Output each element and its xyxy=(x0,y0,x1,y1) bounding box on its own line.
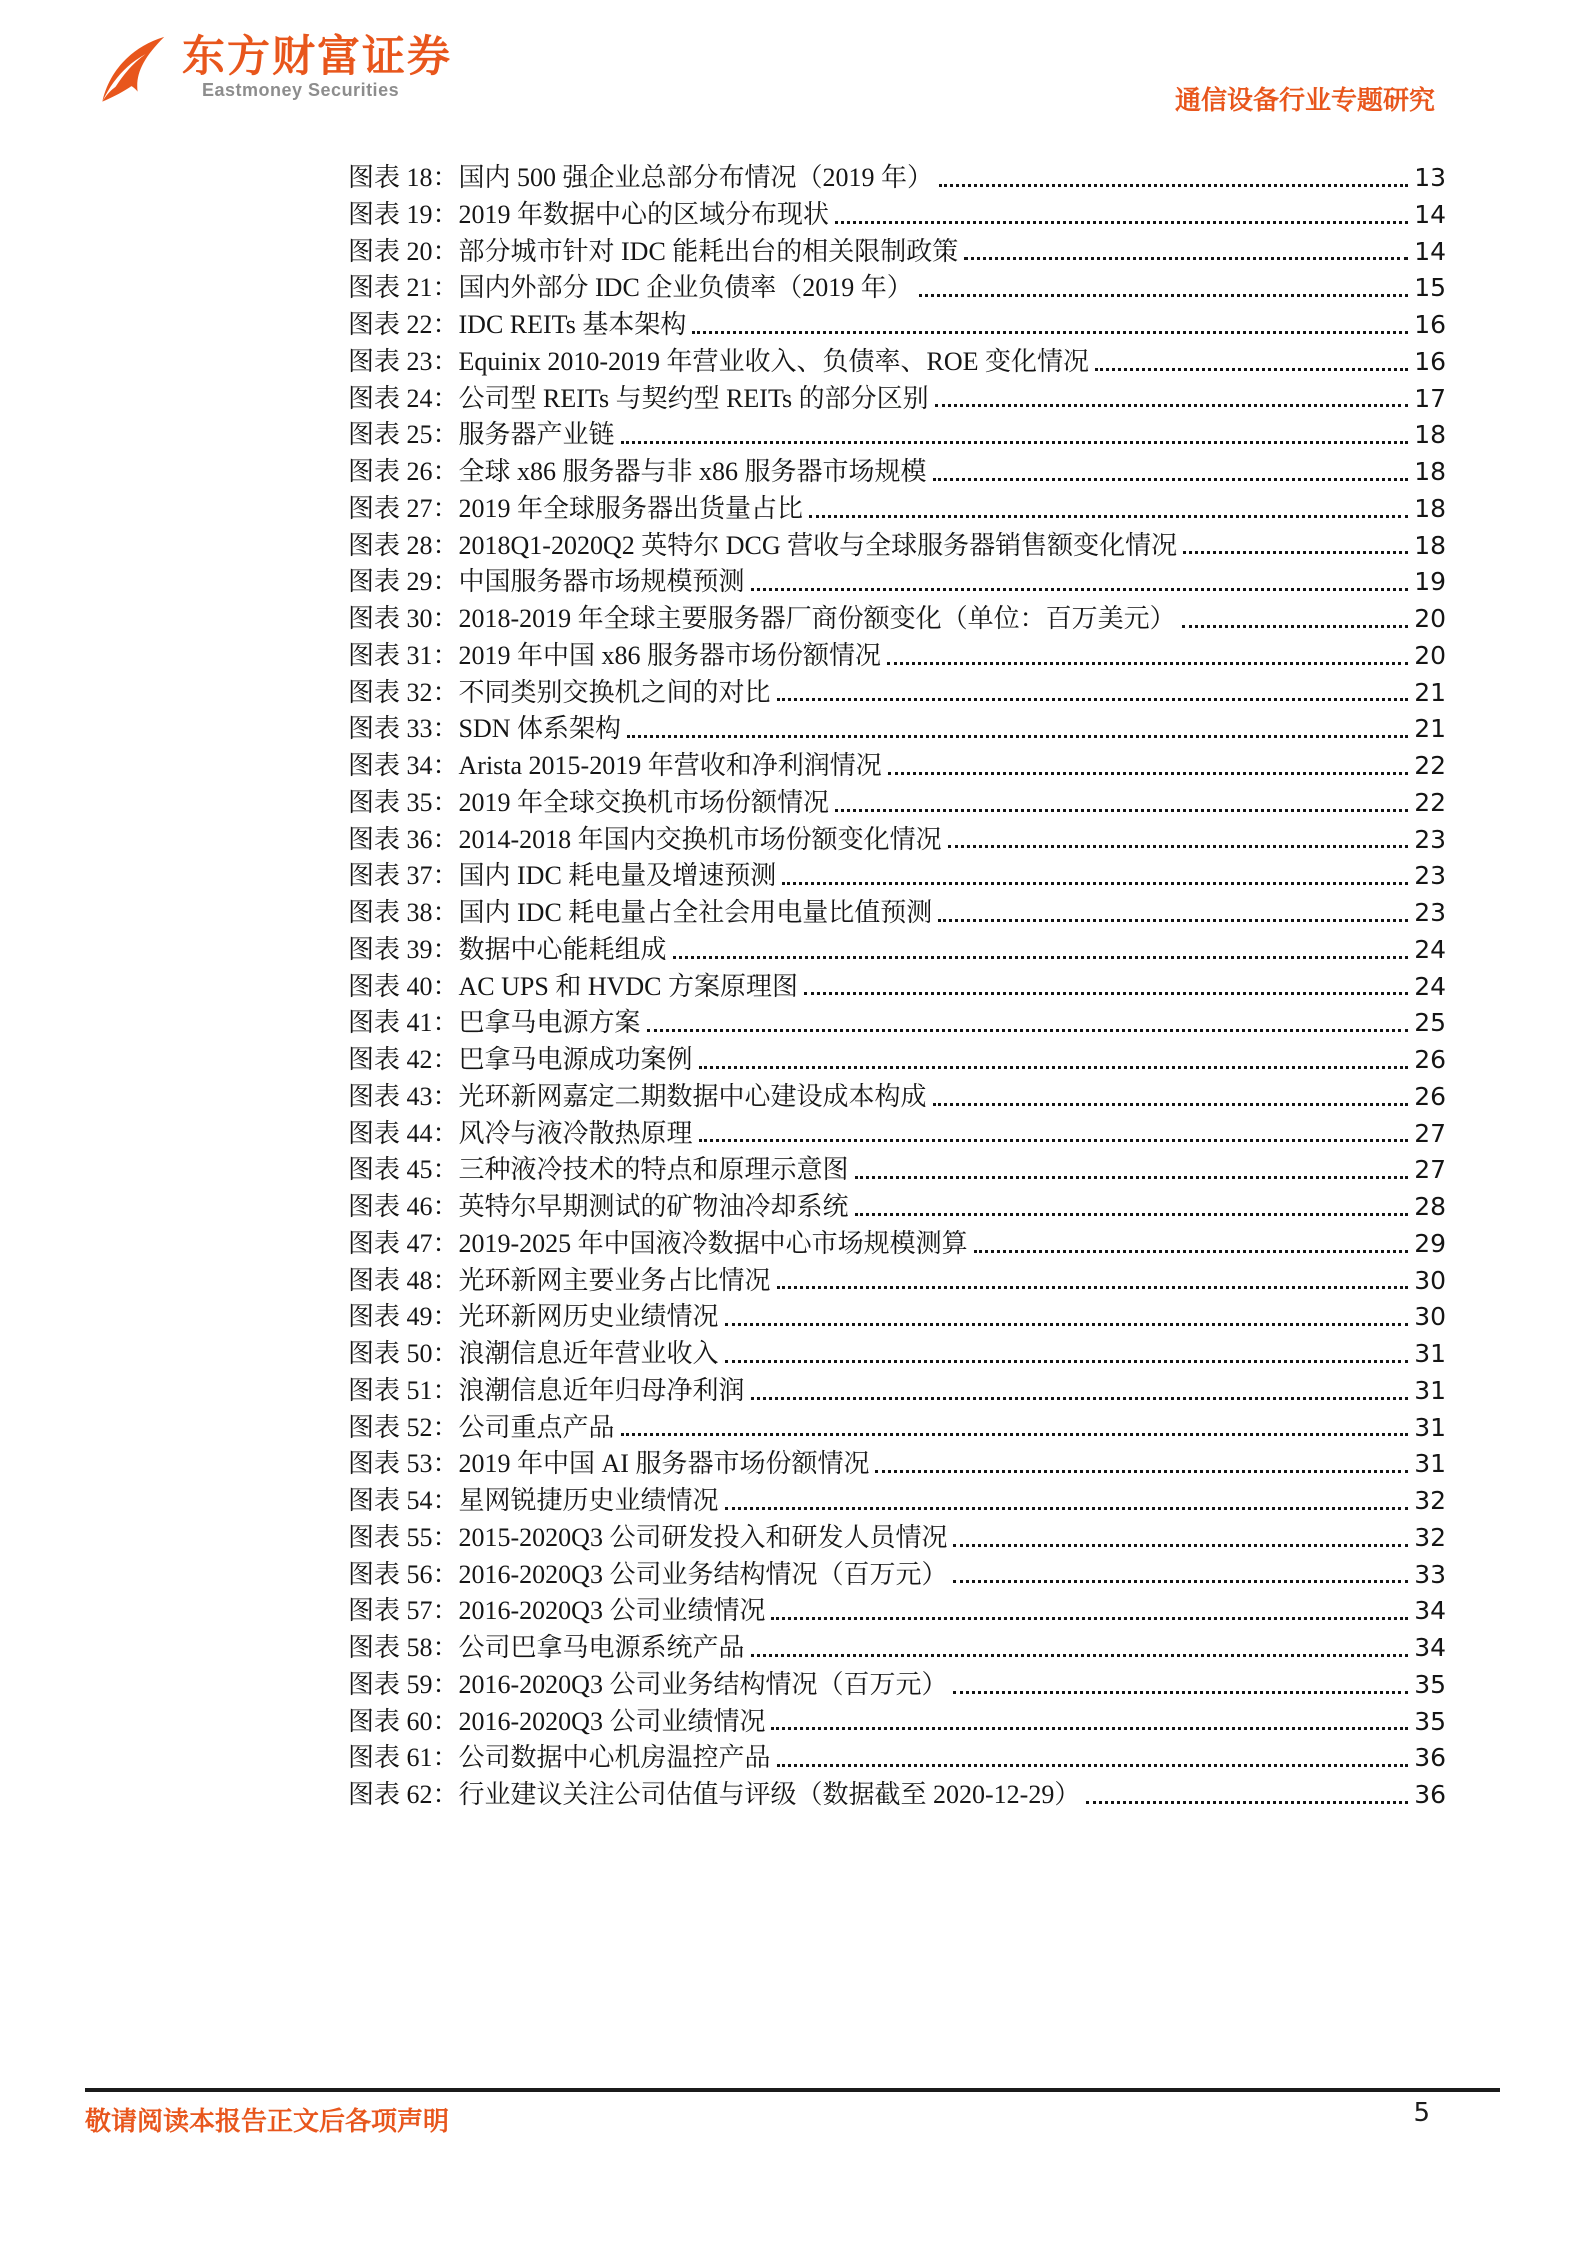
toc-entry[interactable] xyxy=(348,1590,1446,1627)
dot-leader xyxy=(1086,1801,1408,1804)
toc-entry[interactable] xyxy=(348,1480,1446,1517)
figure-label: 图表 28： xyxy=(348,530,459,560)
figure-page-number: 14 xyxy=(1414,199,1446,229)
brand-logo xyxy=(92,34,452,106)
figure-page-number: 20 xyxy=(1414,640,1446,670)
toc-entry[interactable] xyxy=(348,1113,1446,1150)
figure-page-number: 34 xyxy=(1414,1596,1446,1626)
toc-entry[interactable] xyxy=(348,1149,1446,1186)
figure-page-number: 22 xyxy=(1414,751,1446,780)
figure-page-number: 27 xyxy=(1414,1155,1446,1185)
dot-leader xyxy=(777,1286,1408,1289)
toc-entry[interactable] xyxy=(348,1039,1446,1076)
figure-page-number: 13 xyxy=(1414,163,1446,192)
figure-title: 2019 年数据中心的区域分布现状 xyxy=(458,199,830,229)
brand-name-en: Eastmoney Securities xyxy=(202,80,400,100)
figure-label: 图表 47： xyxy=(348,1228,459,1258)
figure-page-number: 29 xyxy=(1414,1228,1446,1258)
toc-entry[interactable] xyxy=(348,1737,1446,1774)
dot-leader xyxy=(771,1727,1408,1730)
toc-entry[interactable] xyxy=(348,157,1446,194)
toc-entry[interactable] xyxy=(348,1627,1446,1664)
dot-leader xyxy=(888,772,1408,775)
figure-label: 图表 46： xyxy=(348,1192,459,1221)
dot-leader xyxy=(933,478,1408,481)
dot-leader xyxy=(1182,625,1408,628)
figure-label: 图表 18： xyxy=(348,163,459,192)
figure-page-number: 19 xyxy=(1414,567,1446,597)
dot-leader xyxy=(974,1250,1408,1253)
dot-leader xyxy=(935,404,1408,407)
figure-page-number: 23 xyxy=(1414,861,1446,891)
figure-title: 国内 500 强企业总部分布情况（2019 年） xyxy=(458,163,934,192)
toc-entry[interactable] xyxy=(348,892,1446,929)
dot-leader xyxy=(933,1103,1408,1106)
toc-entry[interactable] xyxy=(348,1407,1446,1444)
dot-leader xyxy=(804,992,1408,995)
figure-page-number: 33 xyxy=(1414,1559,1446,1589)
toc-entry[interactable] xyxy=(348,1296,1446,1333)
figure-label: 图表 48： xyxy=(348,1265,459,1295)
toc-entry[interactable] xyxy=(348,855,1446,892)
toc-entry[interactable] xyxy=(348,1002,1446,1039)
figure-title: 光环新网嘉定二期数据中心建设成本构成 xyxy=(458,1081,927,1111)
dot-leader xyxy=(699,1066,1408,1069)
dot-leader xyxy=(725,1360,1408,1363)
dot-leader xyxy=(1183,551,1408,554)
figure-title: 国内外部分 IDC 企业负债率（2019 年） xyxy=(458,273,913,303)
figure-label: 图表 19： xyxy=(348,199,459,229)
report-type-title: 通信设备行业专题研究 xyxy=(1174,85,1435,115)
figure-page-number: 35 xyxy=(1414,1669,1446,1699)
toc-entry[interactable] xyxy=(348,267,1446,304)
dot-leader xyxy=(621,1433,1408,1436)
figure-page-number: 22 xyxy=(1414,787,1446,817)
figure-page-number: 35 xyxy=(1414,1706,1446,1736)
dot-leader xyxy=(809,515,1408,518)
toc-entry[interactable] xyxy=(348,1186,1446,1223)
figure-title: 巴拿马电源成功案例 xyxy=(458,1045,693,1074)
toc-entry[interactable] xyxy=(348,1664,1446,1701)
figure-label: 图表 37： xyxy=(348,861,459,891)
figure-title: 数据中心能耗组成 xyxy=(458,934,667,964)
dot-leader xyxy=(692,331,1408,334)
figure-title: 2016-2020Q3 公司业绩情况 xyxy=(458,1706,766,1736)
figure-page-number: 28 xyxy=(1414,1192,1446,1221)
dot-leader xyxy=(777,1764,1408,1767)
dot-leader xyxy=(875,1470,1408,1473)
figure-page-number: 16 xyxy=(1414,310,1446,339)
figure-page-number: 17 xyxy=(1414,383,1446,413)
dot-leader xyxy=(835,221,1408,224)
figure-title: 服务器产业链 xyxy=(458,420,615,450)
figure-page-number: 20 xyxy=(1414,604,1446,633)
figure-title: 公司数据中心机房温控产品 xyxy=(458,1743,771,1773)
dot-leader xyxy=(953,1580,1408,1583)
figure-title: 公司巴拿马电源系统产品 xyxy=(458,1633,745,1662)
figure-title: 星网锐捷历史业绩情况 xyxy=(458,1486,719,1515)
figure-label: 图表 45： xyxy=(348,1155,459,1185)
figure-label: 图表 21： xyxy=(348,273,459,303)
figure-title: Equinix 2010-2019 年营业收入、负债率、ROE 变化情况 xyxy=(458,346,1090,376)
brand-text-block xyxy=(182,34,452,100)
toc-entry[interactable] xyxy=(348,782,1446,819)
dot-leader xyxy=(699,1139,1408,1142)
figure-label: 图表 41： xyxy=(348,1008,459,1038)
figure-label: 图表 30： xyxy=(348,604,459,633)
toc-entry[interactable] xyxy=(348,341,1446,378)
figure-label: 图表 44： xyxy=(348,1118,459,1148)
figure-label: 图表 20： xyxy=(348,236,459,266)
figure-label: 图表 29： xyxy=(348,567,459,597)
figure-label: 图表 39： xyxy=(348,934,459,964)
figure-page-number: 24 xyxy=(1414,971,1446,1001)
dot-leader xyxy=(855,1213,1408,1216)
footer-disclaimer: 敬请阅读本报告正文后各项声明 xyxy=(85,2106,450,2136)
dot-leader xyxy=(835,809,1408,812)
dot-leader xyxy=(964,257,1408,260)
figure-title: 光环新网历史业绩情况 xyxy=(458,1302,719,1332)
dot-leader xyxy=(887,662,1408,665)
figure-title: 2016-2020Q3 公司业务结构情况（百万元） xyxy=(458,1559,948,1589)
figure-page-number: 18 xyxy=(1414,530,1446,560)
figure-label: 图表 26： xyxy=(348,457,459,486)
dot-leader xyxy=(938,919,1408,922)
figure-title: Arista 2015-2019 年营收和净利润情况 xyxy=(458,751,882,780)
figure-page-number: 25 xyxy=(1414,1008,1446,1038)
figure-label: 图表 23： xyxy=(348,346,459,376)
figure-page-number: 36 xyxy=(1414,1780,1446,1809)
figure-label: 图表 54： xyxy=(348,1486,459,1515)
figure-title: 2018-2019 年全球主要服务器厂商份额变化（单位：百万美元） xyxy=(458,604,1176,633)
figure-title: 浪潮信息近年营业收入 xyxy=(458,1339,719,1368)
toc-entry[interactable] xyxy=(348,1774,1446,1811)
figure-title: 2016-2020Q3 公司业绩情况 xyxy=(458,1596,766,1626)
dot-leader xyxy=(751,1654,1408,1657)
figure-title: SDN 体系架构 xyxy=(458,714,622,744)
toc-entry[interactable] xyxy=(348,929,1446,966)
figure-label: 图表 56： xyxy=(348,1559,459,1589)
figure-title: 公司重点产品 xyxy=(458,1412,615,1442)
toc-entry[interactable] xyxy=(348,1701,1446,1738)
figure-label: 图表 31： xyxy=(348,640,459,670)
figure-label: 图表 25： xyxy=(348,420,459,450)
toc-entry[interactable] xyxy=(348,966,1446,1003)
figure-label: 图表 50： xyxy=(348,1339,459,1368)
figure-title: 2019-2025 年中国液冷数据中心市场规模测算 xyxy=(458,1228,968,1258)
figure-label: 图表 51： xyxy=(348,1375,459,1405)
figure-title: 2015-2020Q3 公司研发投入和研发人员情况 xyxy=(458,1522,948,1552)
dot-leader xyxy=(953,1544,1408,1547)
figure-page-number: 36 xyxy=(1414,1743,1446,1773)
figure-page-number: 18 xyxy=(1414,457,1446,486)
toc-entry[interactable] xyxy=(348,672,1446,709)
dot-leader xyxy=(627,735,1408,738)
toc-entry[interactable] xyxy=(348,378,1446,415)
figure-title: 三种液冷技术的特点和原理示意图 xyxy=(458,1155,849,1185)
figure-label: 图表 60： xyxy=(348,1706,459,1736)
figure-label: 图表 36： xyxy=(348,824,459,854)
figure-label: 图表 58： xyxy=(348,1633,459,1662)
toc-entry[interactable] xyxy=(348,488,1446,525)
figure-page-number: 26 xyxy=(1414,1045,1446,1074)
figure-title: IDC REITs 基本架构 xyxy=(458,310,687,339)
figure-label: 图表 34： xyxy=(348,751,459,780)
figure-label: 图表 27： xyxy=(348,493,459,523)
dot-leader xyxy=(751,1397,1408,1400)
dot-leader xyxy=(953,1691,1408,1694)
figure-label: 图表 40： xyxy=(348,971,459,1001)
toc-entry[interactable] xyxy=(348,231,1446,268)
figure-page-number: 31 xyxy=(1414,1449,1446,1479)
figure-label: 图表 33： xyxy=(348,714,459,744)
dot-leader xyxy=(1095,368,1408,371)
figure-title: 不同类别交换机之间的对比 xyxy=(458,677,771,707)
figure-label: 图表 32： xyxy=(348,677,459,707)
figure-title: 2019 年中国 x86 服务器市场份额情况 xyxy=(458,640,882,670)
dot-leader xyxy=(647,1029,1408,1032)
dot-leader xyxy=(673,956,1408,959)
toc-entry[interactable] xyxy=(348,1333,1446,1370)
toc-entry[interactable] xyxy=(348,1370,1446,1407)
figure-label: 图表 55： xyxy=(348,1522,459,1552)
figure-title: 光环新网主要业务占比情况 xyxy=(458,1265,771,1295)
figure-label: 图表 59： xyxy=(348,1669,459,1699)
toc-entry[interactable] xyxy=(348,598,1446,635)
dot-leader xyxy=(855,1176,1408,1179)
toc-entry[interactable] xyxy=(348,1517,1446,1554)
figure-title: 2016-2020Q3 公司业务结构情况（百万元） xyxy=(458,1669,948,1699)
dot-leader xyxy=(939,184,1408,187)
figure-label: 图表 49： xyxy=(348,1302,459,1332)
figure-page-number: 21 xyxy=(1414,714,1446,744)
figure-title: 国内 IDC 耗电量占全社会用电量比值预测 xyxy=(458,898,933,927)
toc-entry[interactable] xyxy=(348,1443,1446,1480)
figure-label: 图表 42： xyxy=(348,1045,459,1074)
toc-entry[interactable] xyxy=(348,451,1446,488)
figure-title: 浪潮信息近年归母净利润 xyxy=(458,1375,745,1405)
figure-page-number: 27 xyxy=(1414,1118,1446,1148)
dot-leader xyxy=(725,1507,1408,1510)
figure-title: 巴拿马电源方案 xyxy=(458,1008,641,1038)
figure-title: 中国服务器市场规模预测 xyxy=(458,567,745,597)
figure-page-number: 14 xyxy=(1414,236,1446,266)
toc-entry[interactable] xyxy=(348,414,1446,451)
toc-entry[interactable] xyxy=(348,1260,1446,1297)
figure-label: 图表 43： xyxy=(348,1081,459,1111)
toc-entry[interactable] xyxy=(348,745,1446,782)
toc-entry[interactable] xyxy=(348,304,1446,341)
page-number: 5 xyxy=(1413,2098,1430,2128)
toc-entry[interactable] xyxy=(348,635,1446,672)
figure-label: 图表 35： xyxy=(348,787,459,817)
figure-page-number: 24 xyxy=(1414,934,1446,964)
brand-name-cn: 东方财富证券 xyxy=(182,33,452,81)
figure-title: 2018Q1-2020Q2 英特尔 DCG 营收与全球服务器销售额变化情况 xyxy=(458,530,1178,560)
figure-page-number: 23 xyxy=(1414,824,1446,854)
figure-page-number: 18 xyxy=(1414,493,1446,523)
figure-title: 2019 年全球交换机市场份额情况 xyxy=(458,787,830,817)
figure-page-number: 31 xyxy=(1414,1412,1446,1442)
dot-leader xyxy=(751,588,1408,591)
figure-title: 2019 年全球服务器出货量占比 xyxy=(458,493,804,523)
figure-page-number: 32 xyxy=(1414,1486,1446,1515)
figure-label: 图表 24： xyxy=(348,383,459,413)
figure-list xyxy=(348,157,1446,1811)
figure-title: 部分城市针对 IDC 能耗出台的相关限制政策 xyxy=(458,236,959,266)
figure-page-number: 32 xyxy=(1414,1522,1446,1552)
figure-page-number: 30 xyxy=(1414,1265,1446,1295)
figure-page-number: 16 xyxy=(1414,346,1446,376)
figure-page-number: 15 xyxy=(1414,273,1446,303)
figure-title: 全球 x86 服务器与非 x86 服务器市场规模 xyxy=(458,457,927,486)
figure-label: 图表 22： xyxy=(348,310,459,339)
figure-page-number: 31 xyxy=(1414,1375,1446,1405)
figure-page-number: 21 xyxy=(1414,677,1446,707)
toc-entry[interactable] xyxy=(348,525,1446,562)
figure-title: 2019 年中国 AI 服务器市场份额情况 xyxy=(458,1449,870,1479)
figure-title: 风冷与液冷散热原理 xyxy=(458,1118,693,1148)
figure-title: 行业建议关注公司估值与评级（数据截至 2020-12-29） xyxy=(458,1780,1081,1809)
figure-page-number: 23 xyxy=(1414,898,1446,927)
figure-label: 图表 57： xyxy=(348,1596,459,1626)
figure-title: 公司型 REITs 与契约型 REITs 的部分区别 xyxy=(458,383,929,413)
dot-leader xyxy=(919,294,1408,297)
toc-entry[interactable] xyxy=(348,708,1446,745)
toc-entry[interactable] xyxy=(348,194,1446,231)
figure-label: 图表 53： xyxy=(348,1449,459,1479)
toc-entry[interactable] xyxy=(348,561,1446,598)
figure-title: 英特尔早期测试的矿物油冷却系统 xyxy=(458,1192,849,1221)
figure-page-number: 18 xyxy=(1414,420,1446,450)
figure-title: 国内 IDC 耗电量及增速预测 xyxy=(458,861,777,891)
figure-title: AC UPS 和 HVDC 方案原理图 xyxy=(458,971,799,1001)
footer-rule xyxy=(85,2088,1500,2092)
dot-leader xyxy=(782,882,1408,885)
figure-page-number: 26 xyxy=(1414,1081,1446,1111)
figure-page-number: 34 xyxy=(1414,1633,1446,1662)
toc-entry[interactable] xyxy=(348,1076,1446,1113)
figure-page-number: 30 xyxy=(1414,1302,1446,1332)
dot-leader xyxy=(777,698,1408,701)
figure-title: 2014-2018 年国内交换机市场份额变化情况 xyxy=(458,824,942,854)
figure-label: 图表 38： xyxy=(348,898,459,927)
figure-label: 图表 62： xyxy=(348,1780,459,1809)
dot-leader xyxy=(948,845,1408,848)
toc-entry[interactable] xyxy=(348,1223,1446,1260)
toc-entry[interactable] xyxy=(348,1554,1446,1591)
toc-entry[interactable] xyxy=(348,819,1446,856)
figure-label: 图表 61： xyxy=(348,1743,459,1773)
dot-leader xyxy=(771,1617,1408,1620)
dot-leader xyxy=(725,1323,1408,1326)
figure-label: 图表 52： xyxy=(348,1412,459,1442)
figure-page-number: 31 xyxy=(1414,1339,1446,1368)
dot-leader xyxy=(621,441,1408,444)
eastmoney-swoosh-icon xyxy=(92,34,176,106)
